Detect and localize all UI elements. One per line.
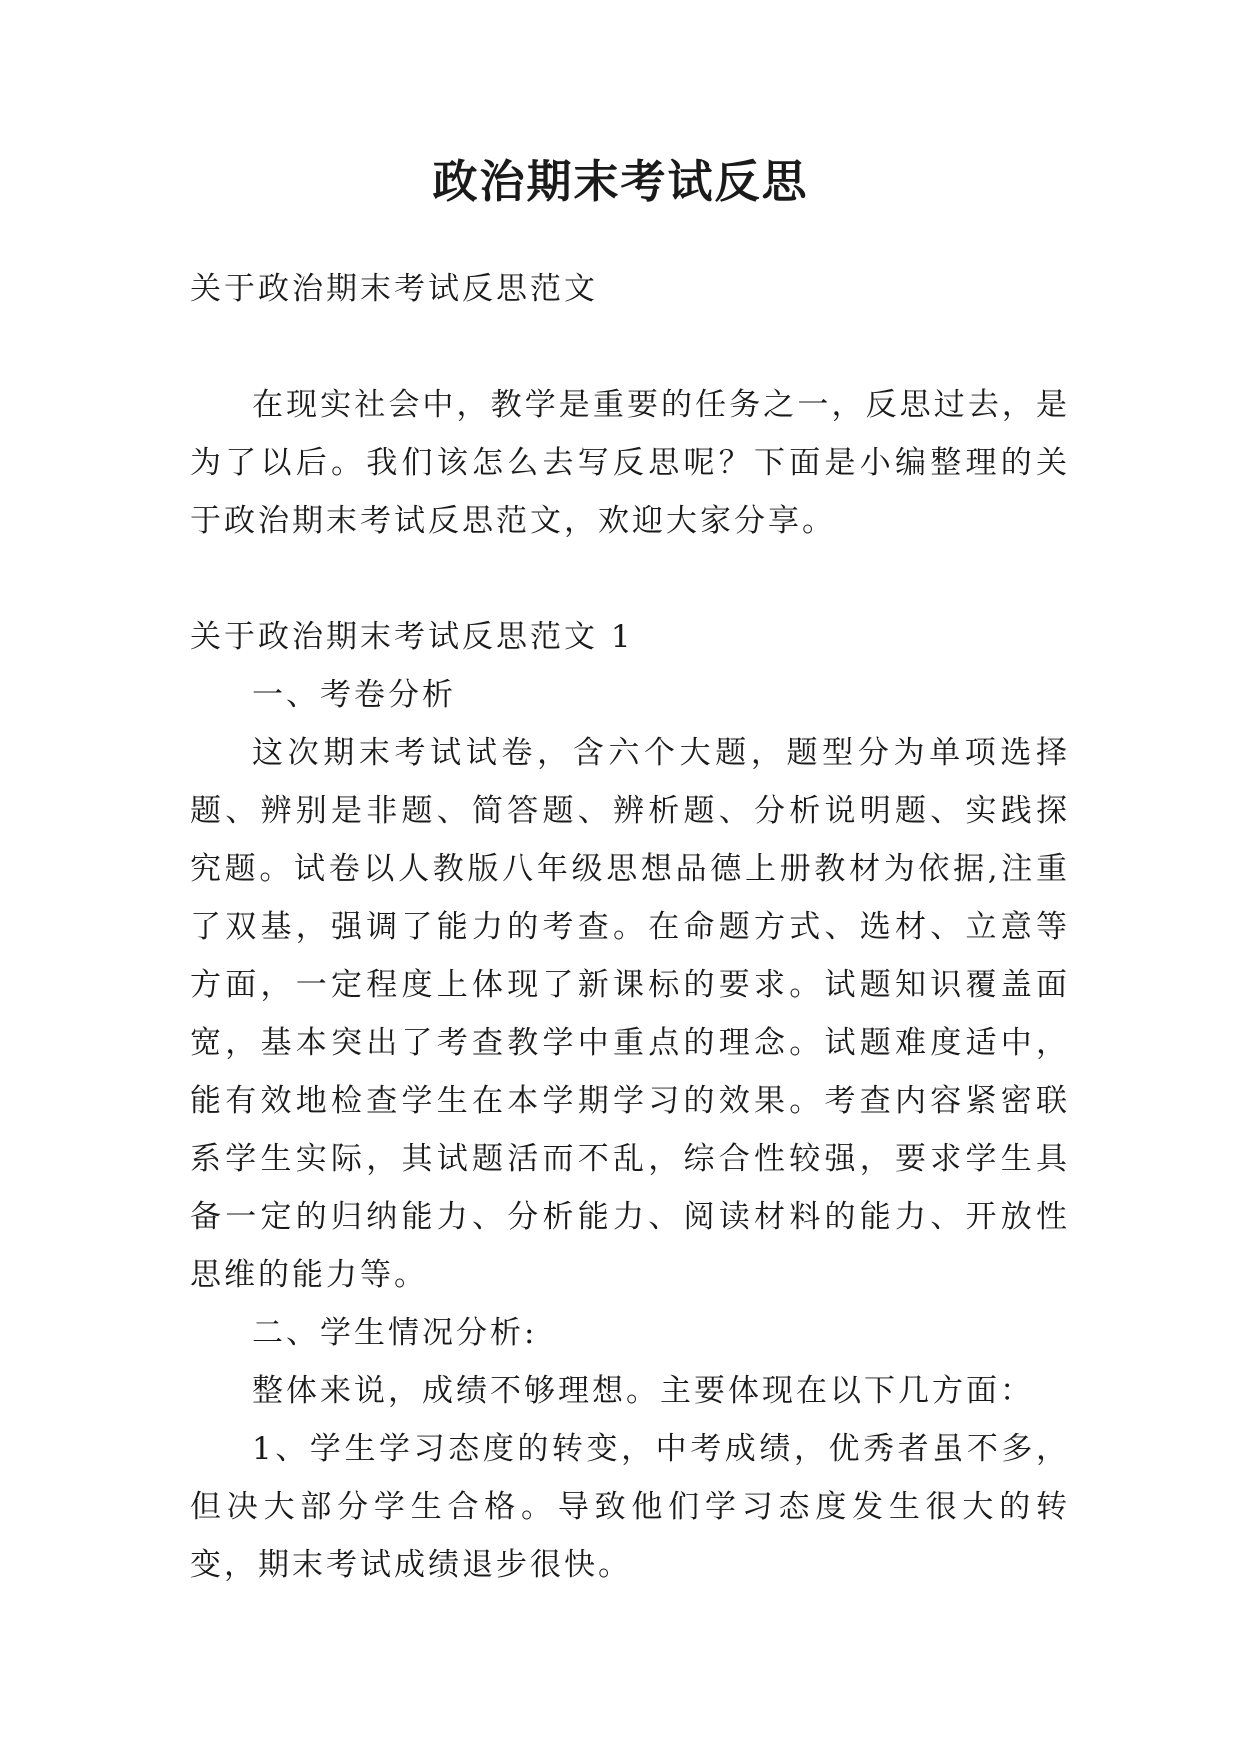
overall-paragraph: 整体来说，成绩不够理想。主要体现在以下几方面： — [252, 1373, 1034, 1409]
heading-exam-analysis: 一、考卷分析 — [252, 677, 456, 713]
intro-paragraph: 在现实社会中，教学是重要的任务之一，反思过去，是为了以后。我们该怎么去写反思呢？下面是小编整理的关于政治期末考试反思范文，欢迎大家分享。 — [190, 387, 1070, 539]
heading-student-analysis: 二、学生情况分析: — [252, 1315, 538, 1351]
exam-analysis-paragraph: 这次期末考试试卷，含六个大题，题型分为单项选择题、辨别是非题、简答题、辨析题、分析说明题、实践探究题。试卷以人教版八年级思想品德上册教材为依据,注重了双基，强调了能力的考查。在命题方式、选材、立意等方面，一定程度上体现了新课标的要求。试题知识覆盖面宽，基本突出了考查教学中重点的理念。试题难度适中，能有效地检查学生在本学期学习的效果。考查内容紧密联系学生实际，其试题活而不乱，综合性较强，要求学生具备一定的归纳能力、分析能力、阅读材料的能力、开放性思维的能力等。 — [190, 735, 1070, 1293]
document-body — [190, 260, 1070, 1594]
document-subtitle: 关于政治期末考试反思范文 — [190, 271, 598, 307]
point-1-paragraph: 1、学生学习态度的转变，中考成绩，优秀者虽不多，但决大部分学生合格。导致他们学习态度发生很大的转变，期末考试成绩退步很快。 — [190, 1431, 1070, 1583]
section-title: 关于政治期末考试反思范文 1 — [190, 619, 634, 655]
document-title: 政治期末考试反思 — [432, 155, 809, 208]
